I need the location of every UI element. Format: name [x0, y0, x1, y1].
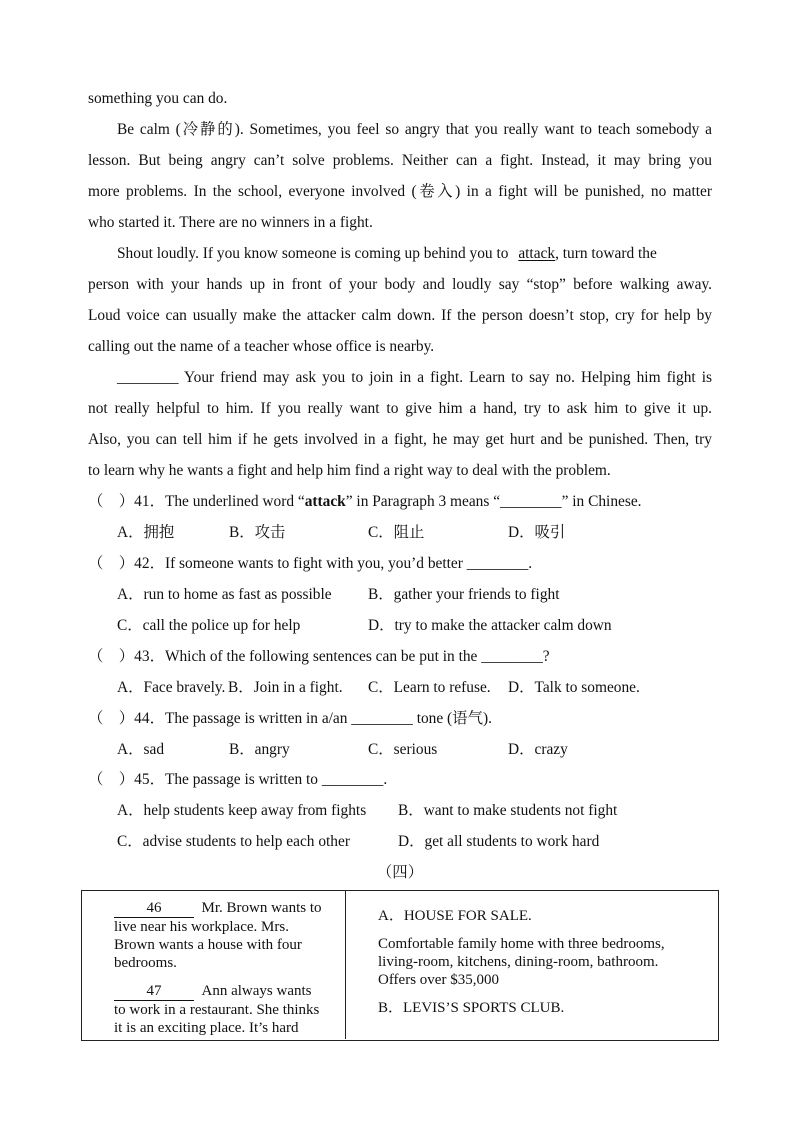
passage-line: who started it. There are no winners in a fight.	[88, 214, 373, 231]
passage-text: Shout loudly. If you know someone is coming up behind you to	[117, 245, 509, 262]
option-a[interactable]: A．sad	[117, 741, 165, 758]
matching-table	[81, 890, 719, 1041]
option-a[interactable]: A．拥抱	[117, 524, 175, 541]
table-divider	[345, 891, 346, 1039]
question-stem: （ ）41．The underlined word “	[88, 493, 305, 510]
option-a[interactable]: A．run to home as fast as possible	[117, 586, 332, 603]
option-d[interactable]: D．crazy	[508, 741, 568, 758]
question-41	[88, 492, 642, 512]
passage-line: to learn why he wants a fight and help him find a right way to deal with the problem.	[88, 462, 611, 479]
ad-a: A．HOUSE FOR SALE. Comfortable family home with three bedrooms, living-room, kitchens, dining-room, bathroom. Offers over $35,000 B．LEVIS’S SPORTS CLUB.	[378, 907, 713, 1017]
option-d[interactable]: D．try to make the attacker calm down	[368, 617, 612, 634]
passage-line: ________ Your friend may ask you to join in a fight. Learn to say no. Helping him fight is	[117, 369, 712, 386]
option-d[interactable]: D．吸引	[508, 524, 566, 541]
question-44: （ ）44．The passage is written in a/an ________ tone (语气).	[88, 710, 492, 727]
section-heading: （四）	[376, 864, 424, 881]
option-c[interactable]: C．call the police up for help	[117, 617, 301, 634]
option-b[interactable]: B．gather your friends to fight	[368, 586, 560, 603]
question-43: （ ）43．Which of the following sentences can be put in the ________?	[88, 648, 550, 665]
answer-blank-46[interactable]: 46	[114, 899, 194, 918]
passage-text: , turn toward the	[555, 245, 657, 262]
option-c[interactable]: C．Learn to refuse.	[368, 679, 491, 696]
passage-line: Be calm (冷静的). Sometimes, you feel so angry that you really want to teach somebody a	[117, 121, 712, 138]
option-d[interactable]: D．Talk to someone.	[508, 679, 640, 696]
option-b[interactable]: B．攻击	[229, 524, 286, 541]
option-d[interactable]: D．get all students to work hard	[398, 833, 600, 850]
ad-a-title: A．HOUSE FOR SALE.	[378, 908, 532, 924]
passage-line: more problems. In the school, everyone involved (卷入) in a fight will be punished, no matter	[88, 183, 712, 200]
matching-item-46: 46 Mr. Brown wants to live near his workplace. Mrs. Brown wants a house with four bedrooms.	[114, 900, 322, 971]
option-b[interactable]: B．Join in a fight.	[228, 679, 343, 696]
option-b[interactable]: B．want to make students not fight	[398, 802, 618, 819]
option-b[interactable]: B．angry	[229, 741, 290, 758]
option-c[interactable]: C．serious	[368, 741, 438, 758]
question-stem: ” in Paragraph 3 means “________” in Chinese.	[345, 493, 642, 510]
option-c[interactable]: C．advise students to help each other	[117, 833, 350, 850]
question-45: （ ）45．The passage is written to ________.	[88, 771, 388, 788]
passage-line: Loud voice can usually make the attacker calm down. If the person doesn’t stop, cry for help by	[88, 307, 712, 324]
option-a[interactable]: A．help students keep away from fights	[117, 802, 367, 819]
passage-line: not really helpful to him. If you really want to give him a hand, try to ask him to give it up.	[88, 400, 712, 417]
bold-word-attack: attack	[304, 493, 346, 510]
question-42: （ ）42．If someone wants to fight with you, you’d better ________.	[88, 555, 533, 572]
option-c[interactable]: C．阻止	[368, 524, 425, 541]
passage-line	[117, 244, 712, 264]
passage-line: calling out the name of a teacher whose office is nearby.	[88, 338, 435, 355]
option-a[interactable]: A．Face bravely.	[117, 679, 226, 696]
passage-line: Also, you can tell him if he gets involved in a fight, he may get hurt and be punished. Then, try	[88, 431, 712, 448]
passage-line: person with your hands up in front of your body and loudly say “stop” before walking away.	[88, 276, 712, 293]
underlined-word-attack: attack	[518, 245, 556, 262]
answer-blank-47[interactable]: 47	[114, 982, 194, 1001]
ad-b-title: B．LEVIS’S SPORTS CLUB.	[378, 1000, 565, 1016]
matching-item-47: 47 Ann always wants to work in a restaurant. She thinks it is an exciting place. It’s hard	[114, 983, 320, 1036]
passage-line: lesson. But being angry can’t solve problems. Neither can a fight. Instead, it may bring you	[88, 152, 712, 169]
passage-line: something you can do.	[88, 90, 228, 107]
